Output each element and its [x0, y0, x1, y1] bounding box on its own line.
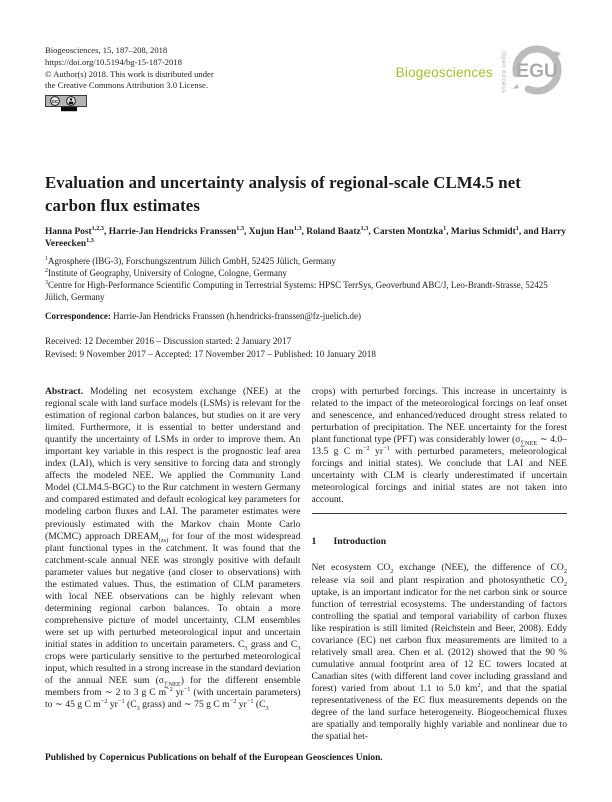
section-number: 1: [311, 536, 317, 548]
author-list: Hanna Post$^{1,2,3}$, Harrie-Jan Hendricks Franssen$^{1,3}$, Xujun Han$^{1,3}$, Roland Baatz$^{1,3}$, Carsten Montzka$^1$, Marius Schmidt$^1$, and Harry Vereecken$^{1,3}$: [45, 224, 566, 250]
open-access-label: Open Access: [500, 51, 507, 94]
introduction-text: Net ecosystem $CO_2$ exchange (NEE), the difference of $CO_2$ release via soil and plant respiration and photosynthetic $CO_2$ uptake, is an important indicator for the net carbon sink or source function of terrestrial ecosystems. The understanding of factors controlling the spatial and temporal variability of carbon fluxes like respiration is still limited (Reichstein and Beer, 2008). Eddy covariance (EC) net carbon flux measurements are limited to a relatively small area. Chen et al. (2012) showed that the 90 % cumulative annual footprint area of 12 EC towers located at Canadian sites (with different land cover including grassland and forest) varied from about 1.1 to 5.0 $km^2$, and that the spatial representativeness of the EC flux measurements depends on the degree of the land surface heterogeneity. Biogeochemical fluxes are spatially and temporally highly variable and nonlinear due to the spatial het-: [311, 562, 568, 743]
section-title: Introduction: [333, 536, 387, 548]
license-text-line-1: © Author(s) 2018. This work is distributed under: [45, 68, 214, 79]
abstract-text-column-1: Abstract. Modeling net ecosystem exchange (NEE) at the regional scale with land surface models (LSMs) is relevant for the estimation of regional carbon balances, but studies on it are very limited. Furthermore, it is essential to better understand and quantify the uncertainty of LSMs in order to improve them. An important key variable in this respect is the prognostic leaf area index (LAI), which is very sensitive to forcing data and strongly affects the modeled NEE. We applied the Community Land Model (CLM4.5-BGC) to the Rur catchment in western Germany and compared estimated and default ecological key parameters for modeling carbon fluxes and LAI. The parameter estimates were previously estimated with the Markov chain Monte Carlo (MCMC) approach $DREAM_{(zs)}$ for four of the most widespread plant functional types in the catchment. It was found that the catchment-scale annual NEE was strongly positive with default parameter values but negative (and closer to observations) with the estimated values. Thus, the estimation of CLM parameters with local NEE observations can be highly relevant when determining regional carbon balances. To obtain a more comprehensive picture of model uncertainty, CLM ensembles were set up with perturbed meteorological input and uncertain initial states in addition to uncertain parameters. $C_3$ grass and $C_3$ crops were particularly sensitive to the perturbed meteorological input, which resulted in a strong increase in the standard deviation of the annual NEE sum $(\sigma_{\sum NEE})$ for the different ensemble members from ∼ 2 to 3 g C $m^{-2}$ $yr^{-1}$ (with uncertain parameters) to ∼ 45 g C $m^{-2}$ $yr^{-1}$ ($C_3$ grass) and ∼ 75 g C $m^{-2}$ $yr^{-1}$ ($C_3$: [45, 385, 301, 713]
right-column: [312, 386, 568, 743]
affiliations-block: [45, 255, 567, 303]
revised-accepted-published-line: Revised: 9 November 2017 – Accepted: 17 November 2017 – Published: 10 January 2018: [45, 348, 376, 359]
page-header: [45, 45, 567, 116]
left-column: [45, 386, 301, 743]
journal-citation: Biogeosciences, 15, 187–208, 2018: [45, 45, 168, 55]
publication-dates: [45, 335, 567, 361]
journal-name-logo: Biogeosciences: [395, 65, 493, 80]
publisher-imprint: Published by Copernicus Publications on behalf of the European Geosciences Union.: [45, 753, 383, 763]
license-text-line-2: the Creative Commons Attribution 3.0 License.: [45, 80, 209, 91]
affiliation-3: $^3$Centre for High-Performance Scientific Computing in Terrestrial Systems: HPSC TerrSys, Geoverbund ABC/J, Leo-Brandt-Strasse, 52425 Jülich, Germany: [45, 279, 548, 302]
paper-title: Evaluation and uncertainty analysis of regional-scale CLM4.5 net carbon flux estimates: [45, 172, 521, 215]
svg-text:EGU: EGU: [516, 61, 558, 82]
section-divider-rule: [312, 513, 568, 514]
correspondence-line[interactable]: Correspondence: Harrie-Jan Hendricks Franssen (h.hendricks-franssen@fz-juelich.de): [45, 310, 362, 321]
svg-text:cc: cc: [51, 99, 59, 106]
abstract-text-column-2: crops) with perturbed forcings. This increase in uncertainty is related to the impact of the meteorological forcings on leaf onset and senescence, and enhanced/reduced drought stress related to perturbation of precipitation. The NEE uncertainty for the forest plant functional type (PFT) was considerably lower ($\sigma_{\sum NEE}$ ∼ 4.0–13.5 g C $m^{-2}$ $yr^{-1}$ with perturbed parameters, meteorological forcings and initial states). We conclude that LAI and NEE uncertainty with CLM is clearly underestimated if uncertain meteorological forcings and initial states are not taken into account.: [311, 385, 567, 506]
affiliation-2: $^2$Institute of Geography, University of Cologne, Cologne, Germany: [45, 267, 287, 278]
affiliation-1: $^1$Agrosphere (IBG-3), Forschungszentrum Jülich GmbH, 52425 Jülich, Germany: [45, 255, 336, 266]
egu-logo-icon: [509, 42, 565, 103]
received-discussion-line: Received: 12 December 2016 – Discussion started: 2 January 2017: [45, 335, 292, 346]
two-column-body: [45, 386, 567, 743]
doi-link[interactable]: https://doi.org/10.5194/bg-15-187-2018: [45, 56, 182, 67]
introduction-heading: [312, 536, 568, 547]
journal-logo-block: [396, 42, 565, 103]
